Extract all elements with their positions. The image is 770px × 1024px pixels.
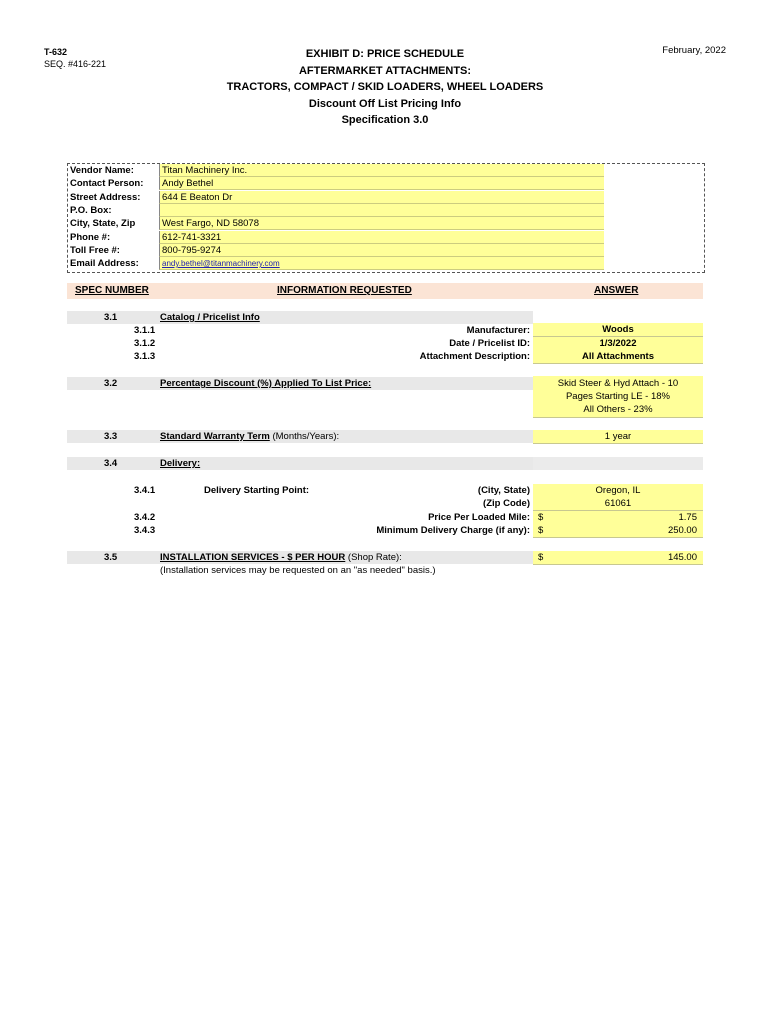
currency-sign: $	[538, 525, 544, 536]
spec-3-1-number: 3.1	[104, 312, 118, 323]
attachment-description-answer[interactable]: All Attachments	[533, 350, 703, 364]
email-link[interactable]: andy.bethel@titanmachinery.com	[162, 259, 280, 269]
spec-3-4-1-number: 3.4.1	[134, 485, 156, 496]
price-per-mile-answer[interactable]	[533, 511, 703, 525]
city-state-zip-label: City, State, Zip	[70, 218, 136, 230]
form-code: T-632	[44, 47, 68, 57]
vendor-info-box	[67, 163, 705, 273]
title-line-2: AFTERMARKET ATTACHMENTS:	[298, 64, 472, 77]
warranty-term-title: Standard Warranty Term	[160, 431, 270, 442]
spec-3-5-title	[160, 551, 402, 564]
zip-code-label: (Zip Code)	[483, 498, 530, 509]
spec-3-2-number: 3.2	[104, 378, 118, 389]
manufacturer-answer[interactable]: Woods	[533, 323, 703, 337]
title-line-3: TRACTORS, COMPACT / SKID LOADERS, WHEEL LOADERS	[226, 81, 544, 93]
installation-rate-answer[interactable]	[533, 551, 703, 565]
email-field[interactable]	[159, 257, 604, 270]
vendor-name-field[interactable]: Titan Machinery Inc.	[159, 164, 604, 177]
vendor-row	[68, 257, 704, 270]
po-box-field[interactable]	[159, 204, 604, 217]
contact-person-label: Contact Person:	[70, 178, 144, 190]
currency-sign: $	[538, 512, 544, 523]
spec-3-3-number: 3.3	[104, 431, 118, 442]
attachment-description-label: Attachment Description:	[419, 351, 530, 362]
spec-3-1-3-number: 3.1.3	[134, 351, 156, 362]
title-line-5: Specification 3.0	[341, 114, 429, 126]
currency-sign: $	[538, 552, 544, 563]
min-delivery-answer[interactable]	[533, 524, 703, 538]
min-delivery-value: 250.00	[667, 525, 697, 536]
spec-3-4-title: Delivery:	[160, 458, 201, 469]
spec-3-1-1-number: 3.1.1	[134, 325, 156, 336]
pricelist-id-label: Date / Pricelist ID:	[449, 338, 530, 349]
vendor-row	[68, 204, 704, 217]
phone-field[interactable]: 612-741-3321	[159, 231, 604, 244]
phone-label: Phone #:	[70, 231, 111, 243]
warranty-answer[interactable]: 1 year	[533, 430, 703, 444]
seq-number: SEQ. #416-221	[44, 59, 107, 69]
document-date: February, 2022	[662, 45, 726, 56]
document-title	[0, 46, 770, 129]
contact-person-field[interactable]: Andy Bethel	[159, 177, 604, 190]
spec-3-5-number: 3.5	[104, 552, 118, 563]
email-label: Email Address:	[70, 258, 139, 270]
vendor-name-label: Vendor Name:	[70, 165, 134, 176]
city-state-zip-field[interactable]: West Fargo, ND 58078	[159, 217, 604, 230]
title-line-4: Discount Off List Pricing Info	[308, 97, 462, 110]
spec-3-1-title: Catalog / Pricelist Info	[160, 312, 260, 323]
spec-number-header: SPEC NUMBER	[75, 285, 149, 296]
spec-3-4-number: 3.4	[104, 458, 118, 469]
toll-free-field[interactable]: 800-795-9274	[159, 244, 604, 257]
discount-line-1: Skid Steer & Hyd Attach - 10	[557, 378, 679, 389]
spec-3-4-2-number: 3.4.2	[134, 512, 156, 523]
vendor-row	[68, 191, 704, 204]
info-requested-header: INFORMATION REQUESTED	[277, 285, 412, 296]
vendor-row	[68, 164, 704, 177]
manufacturer-label: Manufacturer:	[466, 325, 530, 336]
section-band	[67, 457, 533, 470]
delivery-zip-answer[interactable]: 61061	[533, 497, 703, 511]
discount-line-2: Pages Starting LE - 18%	[565, 391, 671, 402]
warranty-term-suffix: (Months/Years):	[269, 431, 340, 442]
discount-answer[interactable]	[533, 376, 703, 418]
delivery-city-answer[interactable]: Oregon, IL	[533, 484, 703, 498]
toll-free-label: Toll Free #:	[70, 244, 120, 256]
po-box-label: P.O. Box:	[70, 204, 112, 216]
city-state-label: (City, State)	[477, 485, 530, 496]
vendor-row	[68, 217, 704, 230]
street-address-field[interactable]: 644 E Beaton Dr	[159, 191, 604, 204]
section-band-right	[533, 457, 703, 470]
answer-header: ANSWER	[594, 285, 639, 296]
delivery-start-label: Delivery Starting Point:	[204, 485, 310, 496]
price-per-mile-label: Price Per Loaded Mile:	[428, 512, 530, 523]
vendor-row	[68, 244, 704, 257]
installation-services-title: INSTALLATION SERVICES - $ PER HOUR	[160, 552, 346, 563]
street-address-label: Street Address:	[70, 191, 141, 203]
spec-3-2-title: Percentage Discount (%) Applied To List Price:	[160, 378, 372, 389]
vendor-row	[68, 231, 704, 244]
installation-rate-value: 145.00	[667, 552, 697, 563]
price-per-mile-value: 1.75	[678, 512, 697, 523]
spec-3-3-title	[160, 430, 339, 443]
min-delivery-label: Minimum Delivery Charge (if any):	[376, 525, 530, 536]
installation-note: (Installation services may be requested on an "as needed" basis.)	[160, 565, 436, 576]
spec-column-header	[67, 283, 703, 299]
vendor-row	[68, 177, 704, 190]
section-band	[67, 311, 533, 324]
spec-3-1-2-number: 3.1.2	[134, 338, 156, 349]
installation-services-suffix: (Shop Rate):	[345, 552, 402, 563]
title-line-1: EXHIBIT D: PRICE SCHEDULE	[305, 48, 465, 60]
pricelist-id-answer[interactable]: 1/3/2022	[533, 337, 703, 351]
discount-line-3: All Others - 23%	[583, 404, 653, 415]
spec-3-4-3-number: 3.4.3	[134, 525, 156, 536]
